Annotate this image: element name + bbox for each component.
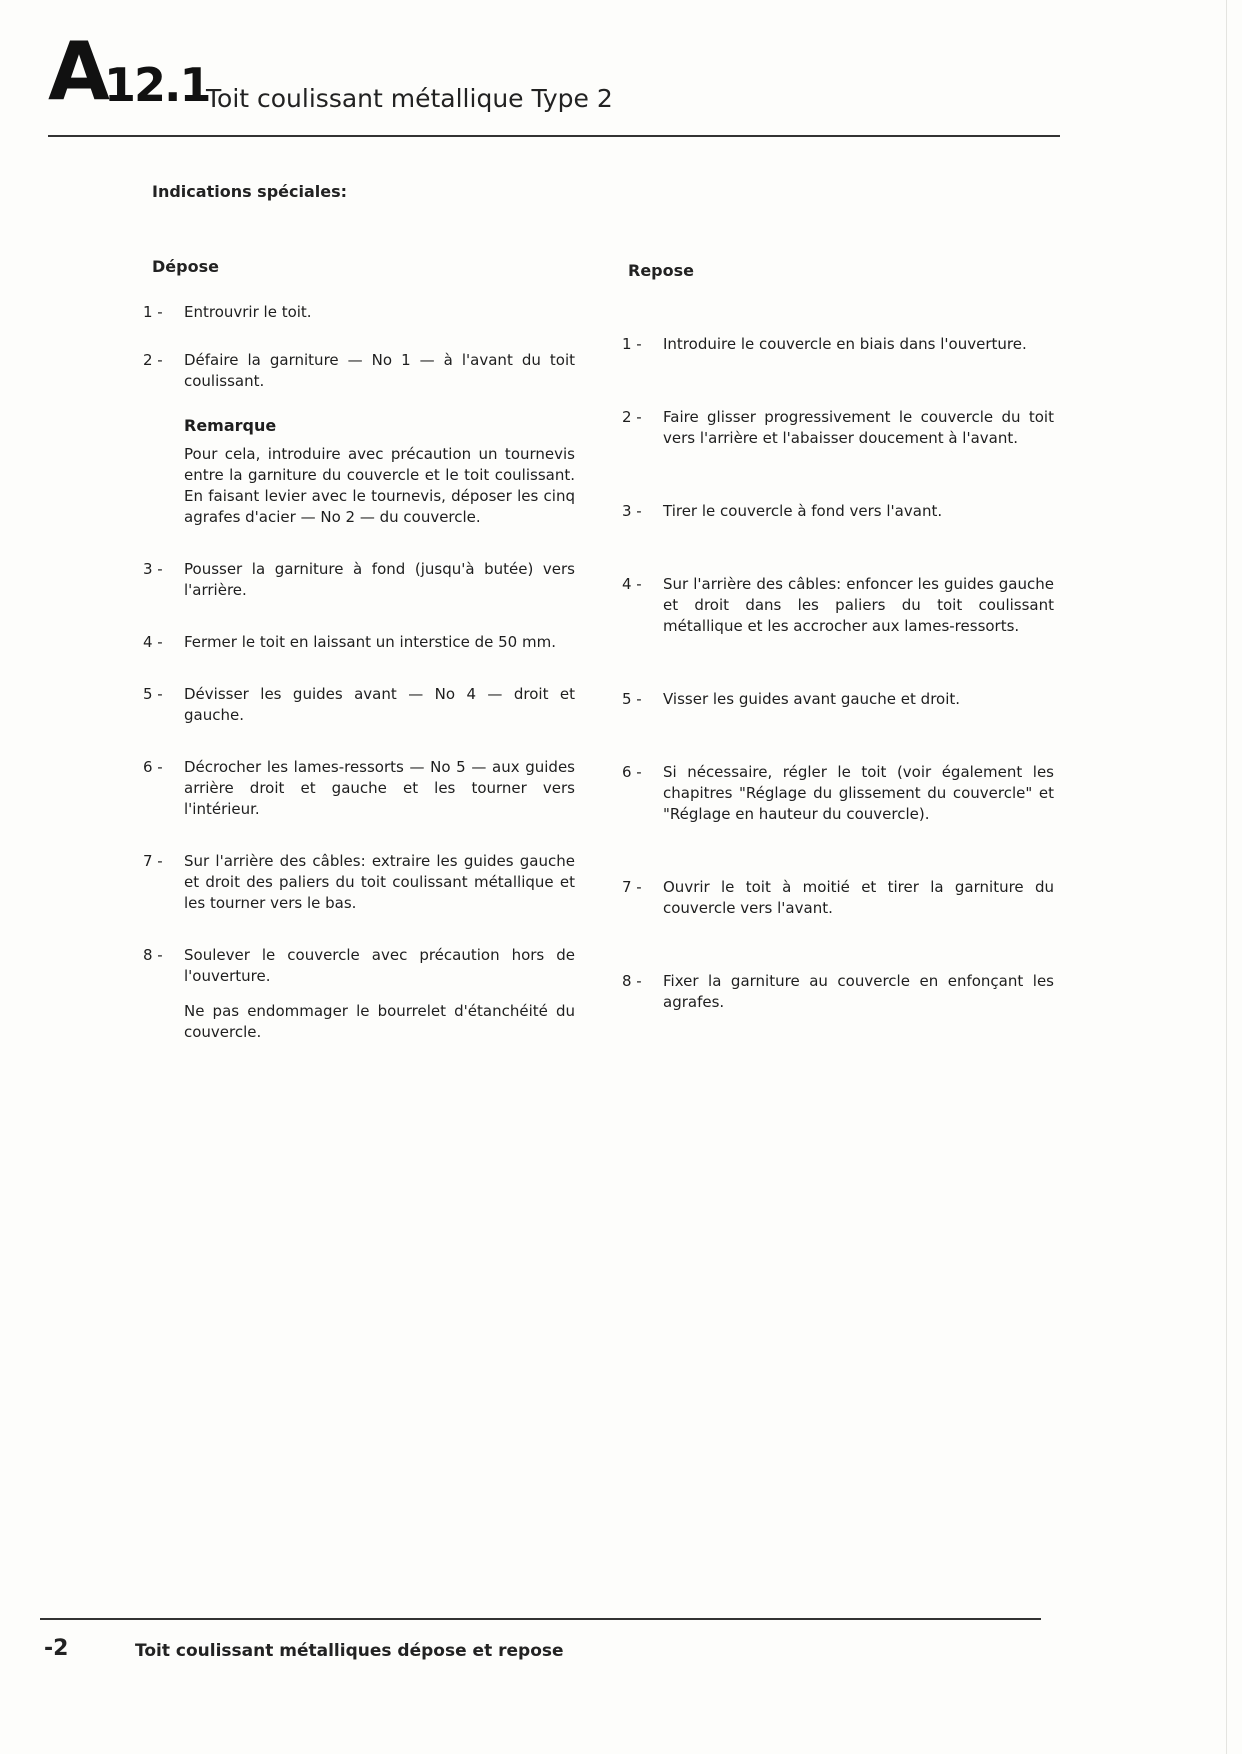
step-text: Décrocher les lames-ressorts — No 5 — aux guides arrière droit et gauche et les tourner vers l'intérieur.: [184, 758, 575, 818]
step-text: Entrouvrir le toit.: [184, 303, 312, 321]
remark-title: Remarque: [184, 416, 277, 435]
repose-step-7: [622, 877, 1054, 919]
repose-step-6: [622, 762, 1054, 825]
step-number: 3 -: [143, 560, 163, 578]
step-text: Tirer le couvercle à fond vers l'avant.: [663, 502, 943, 520]
step-number: 8 -: [143, 946, 163, 964]
repose-step-3: [622, 501, 1054, 522]
depose-step-2: [143, 350, 575, 392]
step-text: Pousser la garniture à fond (jusqu'à butée) vers l'arrière.: [184, 560, 575, 599]
repose-step-5: [622, 689, 1054, 710]
repose-step-4: [622, 574, 1054, 637]
step-text: Sur l'arrière des câbles: extraire les guides gauche et droit des paliers du toit coulissant métallique et les tourner vers le bas.: [184, 852, 575, 912]
step-number: 7 -: [622, 878, 642, 896]
depose-step-5: [143, 684, 575, 726]
chapter-letter: A: [48, 25, 108, 118]
step-text: Défaire la garniture — No 1 — à l'avant du toit coulissant.: [184, 351, 575, 390]
step-8-note: Ne pas endommager le bourrelet d'étanchéité du couvercle.: [184, 1002, 575, 1041]
step-text: Visser les guides avant gauche et droit.: [663, 690, 961, 708]
step-text: Dévisser les guides avant — No 4 — droit et gauche.: [184, 685, 575, 724]
step-text: Soulever le couvercle avec précaution hors de l'ouverture.: [184, 946, 575, 985]
step-number: 1 -: [622, 335, 642, 353]
repose-heading: Repose: [628, 261, 694, 280]
step-number: 5 -: [622, 690, 642, 708]
header-rule: [48, 135, 1060, 137]
footer-rule: [40, 1618, 1041, 1620]
step-number: 1 -: [143, 303, 163, 321]
depose-section: [143, 302, 575, 1043]
depose-step-7: [143, 851, 575, 914]
step-text: Sur l'arrière des câbles: enfoncer les guides gauche et droit dans les paliers du toit coulissant métallique et les accrocher aux lames-ressorts.: [663, 575, 1054, 635]
remark-text: Pour cela, introduire avec précaution un tournevis entre la garniture du couvercle et le toit coulissant. En faisant levier avec le tournevis, déposer les cinq agrafes d'acier — No 2 — du couvercle.: [184, 445, 575, 526]
repose-section: [622, 334, 1054, 1013]
depose-step-6: [143, 757, 575, 820]
depose-step-3: [143, 559, 575, 601]
depose-step-8: [143, 945, 575, 987]
depose-heading: Dépose: [152, 257, 219, 276]
step-number: 6 -: [143, 758, 163, 776]
repose-step-2: [622, 407, 1054, 449]
chapter-number: 12.1: [104, 58, 210, 112]
step-text: Si nécessaire, régler le toit (voir également les chapitres "Réglage du glissement du couvercle" et "Réglage en hauteur du couvercle).: [663, 763, 1054, 823]
step-text: Introduire le couvercle en biais dans l'ouverture.: [663, 335, 1027, 353]
repose-step-8: [622, 971, 1054, 1013]
step-number: 8 -: [622, 972, 642, 990]
depose-step-1: [143, 302, 575, 323]
page-edge: [1226, 0, 1227, 1754]
intro-heading: Indications spéciales:: [152, 182, 348, 201]
step-number: 6 -: [622, 763, 642, 781]
step-number: 3 -: [622, 502, 642, 520]
depose-step-4: [143, 632, 575, 653]
step-number: 2 -: [143, 351, 163, 369]
step-text: Faire glisser progressivement le couvercle du toit vers l'arrière et l'abaisser doucement à l'avant.: [663, 408, 1054, 447]
page-title: Toit coulissant métallique Type 2: [206, 84, 613, 113]
step-text: Ouvrir le toit à moitié et tirer la garniture du couvercle vers l'avant.: [663, 878, 1054, 917]
repose-step-1: [622, 334, 1054, 355]
footer-title: Toit coulissant métalliques dépose et repose: [135, 1641, 564, 1661]
step-text: Fixer la garniture au couvercle en enfonçant les agrafes.: [663, 972, 1054, 1011]
step-number: 2 -: [622, 408, 642, 426]
step-number: 4 -: [143, 633, 163, 651]
step-number: 7 -: [143, 852, 163, 870]
step-text: Fermer le toit en laissant un interstice de 50 mm.: [184, 633, 556, 651]
page-number: -2: [44, 1636, 69, 1661]
step-number: 4 -: [622, 575, 642, 593]
step-number: 5 -: [143, 685, 163, 703]
